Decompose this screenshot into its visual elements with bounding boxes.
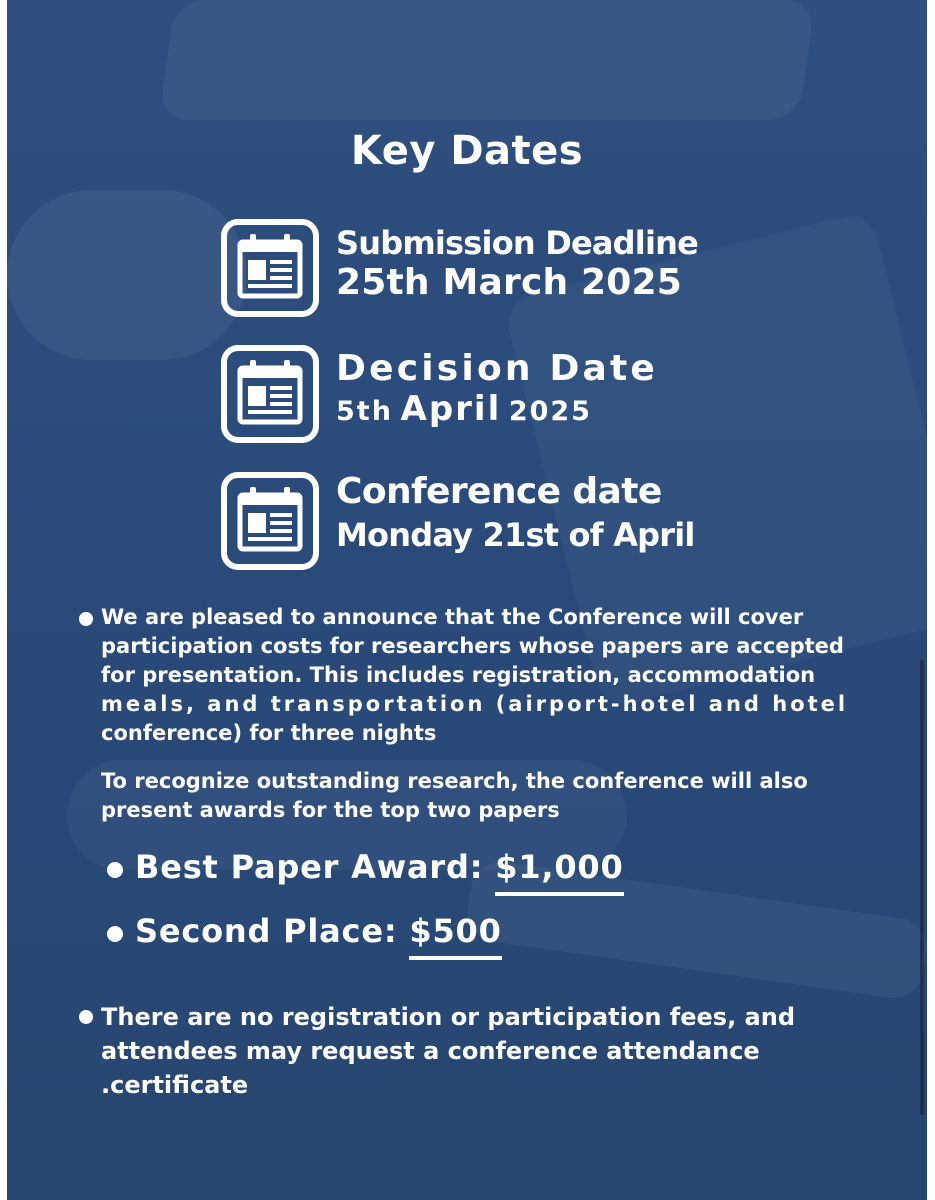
calendar-icon [220,471,320,571]
background-photo-shape [7,190,247,360]
page-title: Key Dates [350,128,584,174]
key-dates-poster [7,0,927,1200]
background-photo-shape [159,0,816,120]
award-label: Best Paper Award: [135,848,484,886]
paragraph-line: We are pleased to announce that the Conference will cover [101,605,804,629]
scrollbar[interactable] [920,660,924,1115]
paragraph-line: To recognize outstanding research, the conference will also [101,769,808,793]
date-value: Monday 21st of April [336,516,695,554]
date-month: April [400,389,502,429]
fees-note-paragraph [101,1000,891,1102]
date-label: Decision Date [336,348,659,389]
award-item-second-place [135,912,502,950]
bullet-icon [79,612,93,626]
bullet-icon [79,1010,93,1024]
award-amount: $1,000 [495,848,623,896]
paragraph-line: conference) for three nights [101,721,437,745]
date-label: Conference date [336,471,662,512]
date-value: 25th March 2025 [336,262,683,303]
bullet-icon [107,862,123,878]
paragraph-line: meals, and transportation (airport-hotel and hotel [101,692,849,716]
bullet-icon [107,926,123,942]
paragraph-line: present awards for the top two papers [101,798,560,822]
date-value [336,389,658,429]
award-label: Second Place: [135,912,398,950]
award-item-best-paper [135,848,624,886]
date-label: Submission Deadline [336,224,699,262]
calendar-icon [220,344,320,444]
paragraph-line: attendees may request a conference attendance [101,1037,760,1065]
date-day: 5th [336,396,393,427]
award-amount: $500 [409,912,501,960]
paragraph-line: There are no registration or participation fees, and [101,1003,795,1031]
paragraph-line: for presentation. This includes registration, accommodation [101,663,816,687]
date-year: 2025 [508,396,592,427]
announcement-paragraph [101,603,891,748]
paragraph-line: participation costs for researchers whose papers are accepted [101,634,844,658]
awards-intro-paragraph [101,767,891,825]
calendar-icon [220,218,320,318]
paragraph-line: .certificate [101,1071,249,1099]
